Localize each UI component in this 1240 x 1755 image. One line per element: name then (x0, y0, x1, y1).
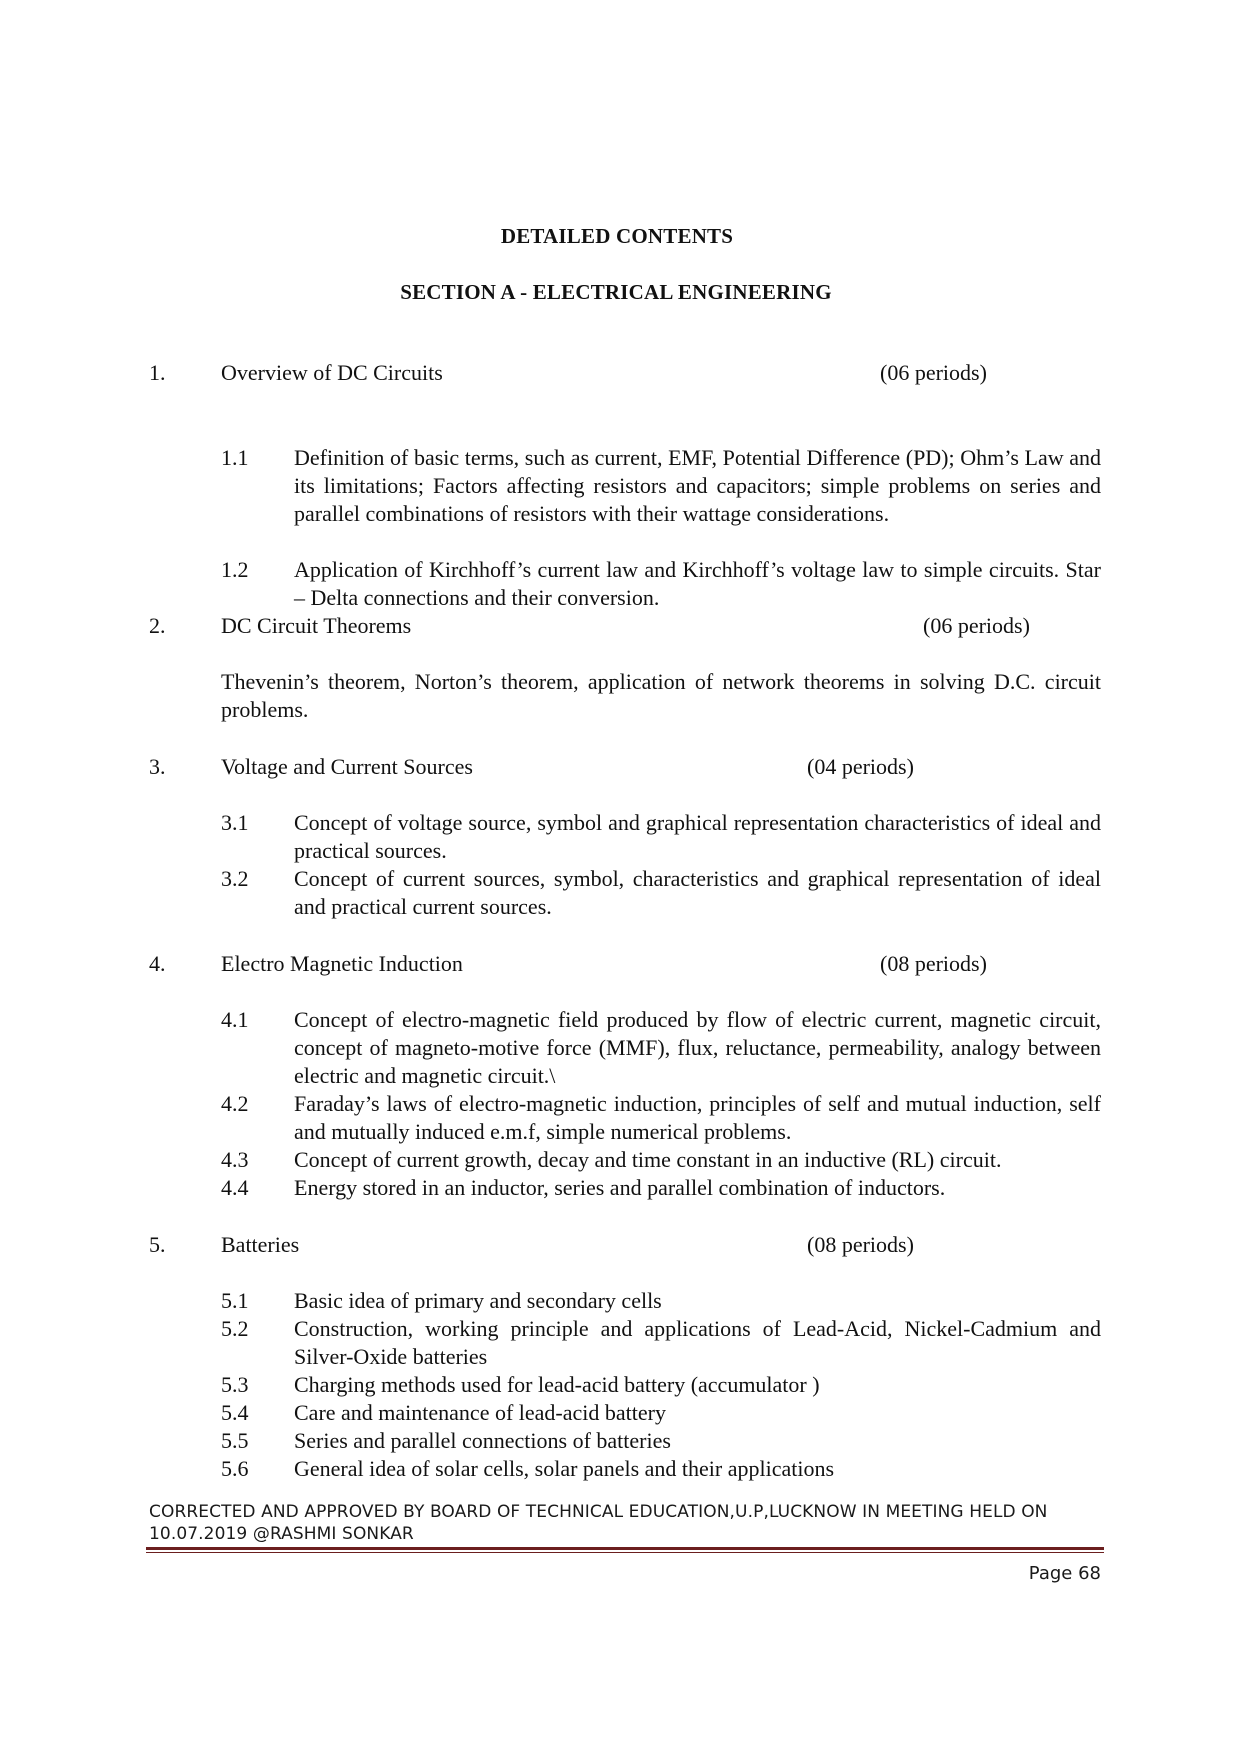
subtopic-number: 5.6 (221, 1456, 249, 1481)
subtopic (221, 809, 1101, 865)
subtopic-text: Application of Kirchhoff’s current law and Kirchhoff’s voltage law to simple circuits. Star – Delta connections and their conversion. (294, 557, 1101, 610)
subtopic-number: 4.3 (221, 1147, 249, 1172)
topic-name: Electro Magnetic Induction (221, 951, 463, 976)
subtopic-number: 4.4 (221, 1175, 249, 1200)
subtopic-number: 5.4 (221, 1400, 249, 1425)
subtopic-number: 4.2 (221, 1091, 249, 1116)
subtopic-text: Concept of current growth, decay and time constant in an inductive (RL) circuit. (294, 1147, 1002, 1172)
topic-periods: (06 periods) (923, 613, 1030, 638)
topic-periods: (08 periods) (880, 951, 987, 976)
topic-paragraph: Thevenin’s theorem, Norton’s theorem, application of network theorems in solving D.C. circuit problems. (221, 669, 1101, 722)
subtopic-number: 5.5 (221, 1428, 249, 1453)
subtopic-number: 1.2 (221, 557, 249, 582)
subtopic-number: 3.1 (221, 810, 249, 835)
topic-heading (0, 359, 1240, 387)
footer-divider-thin (146, 1552, 1104, 1553)
topic-number: 1. (149, 360, 166, 385)
topic-periods: (08 periods) (807, 1232, 914, 1257)
footer-divider (146, 1547, 1104, 1550)
topic-number: 2. (149, 613, 166, 638)
topic-name: DC Circuit Theorems (221, 613, 412, 638)
subtopic-number: 3.2 (221, 866, 249, 891)
subtopic (221, 1146, 1101, 1174)
footer-date-line: 10.07.2019 @RASHMI SONKAR (149, 1524, 414, 1544)
topic-name: Overview of DC Circuits (221, 360, 443, 385)
subtopic-text: Concept of electro-magnetic field produced by flow of electric current, magnetic circuit, concept of magneto-motive force (MMF), flux, reluctance, permeability, analogy between electric and magnetic circuit.\ (294, 1007, 1101, 1088)
subtopic-text: Charging methods used for lead-acid battery (accumulator ) (294, 1372, 820, 1397)
subtopic-number: 4.1 (221, 1007, 249, 1032)
topic-periods: (04 periods) (807, 754, 914, 779)
subtopic (221, 1315, 1101, 1371)
document-title: DETAILED CONTENTS (500, 224, 734, 248)
topic-name: Voltage and Current Sources (221, 754, 473, 779)
topic-heading (0, 612, 1240, 640)
subtopic-number: 5.3 (221, 1372, 249, 1397)
subtopic (221, 1090, 1101, 1146)
subtopic-number: 5.2 (221, 1316, 249, 1341)
topic-periods: (06 periods) (880, 360, 987, 385)
subtopic-text: Concept of voltage source, symbol and graphical representation characteristics of ideal and practical sources. (294, 810, 1101, 863)
subtopic (221, 556, 1101, 612)
topic-number: 4. (149, 951, 166, 976)
subtopic (221, 1006, 1101, 1090)
subtopic-text: Energy stored in an inductor, series and parallel combination of inductors. (294, 1175, 946, 1200)
subtopic-number: 1.1 (221, 445, 249, 470)
subtopic-text: Faraday’s laws of electro-magnetic induction, principles of self and mutual induction, self and mutually induced e.m.f, simple numerical problems. (294, 1091, 1101, 1144)
subtopic (221, 1287, 1101, 1315)
subtopic-text: General idea of solar cells, solar panels and their applications (294, 1456, 835, 1481)
subtopic-text: Construction, working principle and applications of Lead-Acid, Nickel-Cadmium and Silver-Oxide batteries (294, 1316, 1101, 1369)
subtopic (221, 865, 1101, 921)
page-number: Page 68 (1028, 1563, 1101, 1584)
topic-heading (0, 753, 1240, 781)
subtopic (221, 1427, 1101, 1455)
subtopic-text: Basic idea of primary and secondary cells (294, 1288, 662, 1313)
subtopic (221, 1455, 1101, 1483)
subtopic (221, 1399, 1101, 1427)
topic-number: 3. (149, 754, 166, 779)
subtopic-text: Concept of current sources, symbol, characteristics and graphical representation of ideal and practical current sources. (294, 866, 1101, 919)
subtopic (221, 444, 1101, 528)
topic-number: 5. (149, 1232, 166, 1257)
section-heading: SECTION A - ELECTRICAL ENGINEERING (400, 280, 832, 304)
topic-heading (0, 1231, 1240, 1259)
subtopic (221, 1371, 1101, 1399)
subtopic-number: 5.1 (221, 1288, 249, 1313)
topic-heading (0, 950, 1240, 978)
topic-name: Batteries (221, 1232, 300, 1257)
subtopic (221, 1174, 1101, 1202)
page-footer (149, 1501, 1101, 1545)
subtopic-text: Definition of basic terms, such as current, EMF, Potential Difference (PD); Ohm’s Law and its limitations; Factors affecting resistors and capacitors; simple problems on series and parallel combinations of resistors with their wattage considerations. (294, 445, 1101, 526)
subtopic-text: Series and parallel connections of batteries (294, 1428, 671, 1453)
footer-approval-line: CORRECTED AND APPROVED BY BOARD OF TECHNICAL EDUCATION,U.P,LUCKNOW IN MEETING HELD ON (149, 1502, 1048, 1522)
subtopic-text: Care and maintenance of lead-acid battery (294, 1400, 666, 1425)
